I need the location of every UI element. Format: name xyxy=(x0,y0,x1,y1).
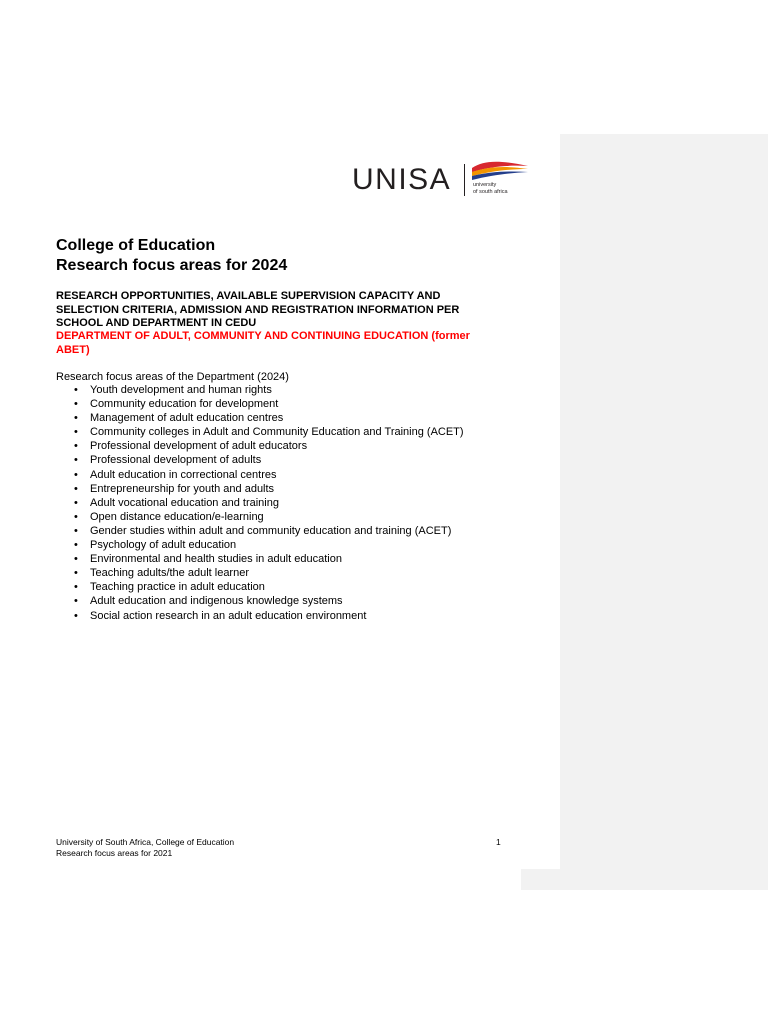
list-item xyxy=(74,538,464,552)
bullet-icon: • xyxy=(74,553,78,566)
bullet-icon: • xyxy=(74,510,78,523)
list-item xyxy=(74,580,464,594)
title-line-1: College of Education xyxy=(56,237,216,254)
list-item-text: Professional development of adult educators xyxy=(90,440,308,453)
list-item xyxy=(74,439,464,453)
bullet-icon: • xyxy=(74,454,78,467)
page-number: 1 xyxy=(496,837,501,847)
bullet-icon: • xyxy=(74,609,78,622)
department-heading: DEPARTMENT OF ADULT, COMMUNITY AND CONTINUING EDUCATION (former ABET) xyxy=(56,330,470,356)
logo-divider xyxy=(464,164,465,196)
list-item xyxy=(74,482,464,496)
list-item-text: Psychology of adult education xyxy=(90,539,237,552)
list-item xyxy=(74,383,464,397)
bullet-icon: • xyxy=(74,412,78,425)
list-item-text: Social action research in an adult education environment xyxy=(90,609,367,622)
list-item xyxy=(74,453,464,467)
list-item xyxy=(74,397,464,411)
bullet-icon: • xyxy=(74,496,78,509)
list-item-text: Community education for development xyxy=(90,398,279,411)
logo-subtitle: university of south africa xyxy=(473,182,508,195)
list-item-text: Adult vocational education and training xyxy=(90,496,279,509)
unisa-logo xyxy=(352,160,532,200)
bullet-icon: • xyxy=(74,440,78,453)
title-line-2: Research focus areas for 2024 xyxy=(56,256,288,274)
list-item-text: Gender studies within adult and community education and training (ACET) xyxy=(90,524,452,537)
list-item-text: Adult education and indigenous knowledge systems xyxy=(90,595,343,608)
bullet-icon: • xyxy=(74,567,78,580)
list-item xyxy=(74,594,464,608)
logo-wordmark: UNISA xyxy=(352,163,452,196)
bullet-icon: • xyxy=(74,524,78,537)
bullet-icon: • xyxy=(74,384,78,396)
comment-pane xyxy=(560,134,768,890)
list-item xyxy=(74,609,464,623)
list-item xyxy=(74,524,464,538)
bullet-icon: • xyxy=(74,595,78,608)
list-item-text: Entrepreneurship for youth and adults xyxy=(90,482,275,495)
list-item xyxy=(74,468,464,482)
section-heading: RESEARCH OPPORTUNITIES, AVAILABLE SUPERVISION CAPACITY AND SELECTION CRITERIA, ADMISSION AND REGISTRATION INFORMATION PER SCHOOL AND DEPARTMENT IN CEDU xyxy=(56,290,460,329)
list-item xyxy=(74,411,464,425)
unisa-flag-icon xyxy=(470,160,530,182)
list-item xyxy=(74,566,464,580)
bullet-icon: • xyxy=(74,426,78,439)
bullet-icon: • xyxy=(74,581,78,594)
footer-line-1: University of South Africa, College of Education xyxy=(56,837,235,847)
list-item-text: Teaching practice in adult education xyxy=(90,581,265,594)
comment-pane-footer xyxy=(521,869,768,890)
focus-areas-list xyxy=(74,383,464,623)
list-item-text: Community colleges in Adult and Community Education and Training (ACET) xyxy=(90,426,464,439)
document-title xyxy=(56,236,287,275)
bullet-icon: • xyxy=(74,398,78,411)
bullet-icon: • xyxy=(74,539,78,552)
list-item-text: Professional development of adults xyxy=(90,454,262,467)
focus-areas-intro: Research focus areas of the Department (2024) xyxy=(56,371,289,383)
list-item xyxy=(74,552,464,566)
list-item-text: Environmental and health studies in adult education xyxy=(90,553,342,566)
bullet-icon: • xyxy=(74,482,78,495)
footer-line-2: Research focus areas for 2021 xyxy=(56,848,173,858)
list-item-text: Teaching adults/the adult learner xyxy=(90,567,249,580)
bullet-icon: • xyxy=(74,468,78,481)
list-item-text: Open distance education/e-learning xyxy=(90,510,264,523)
list-item-text: Adult education in correctional centres xyxy=(90,468,277,481)
page-footer xyxy=(56,837,234,859)
list-item-text: Management of adult education centres xyxy=(90,412,284,425)
list-item xyxy=(74,425,464,439)
list-item xyxy=(74,496,464,510)
list-item-text: Youth development and human rights xyxy=(90,384,272,396)
list-item xyxy=(74,510,464,524)
